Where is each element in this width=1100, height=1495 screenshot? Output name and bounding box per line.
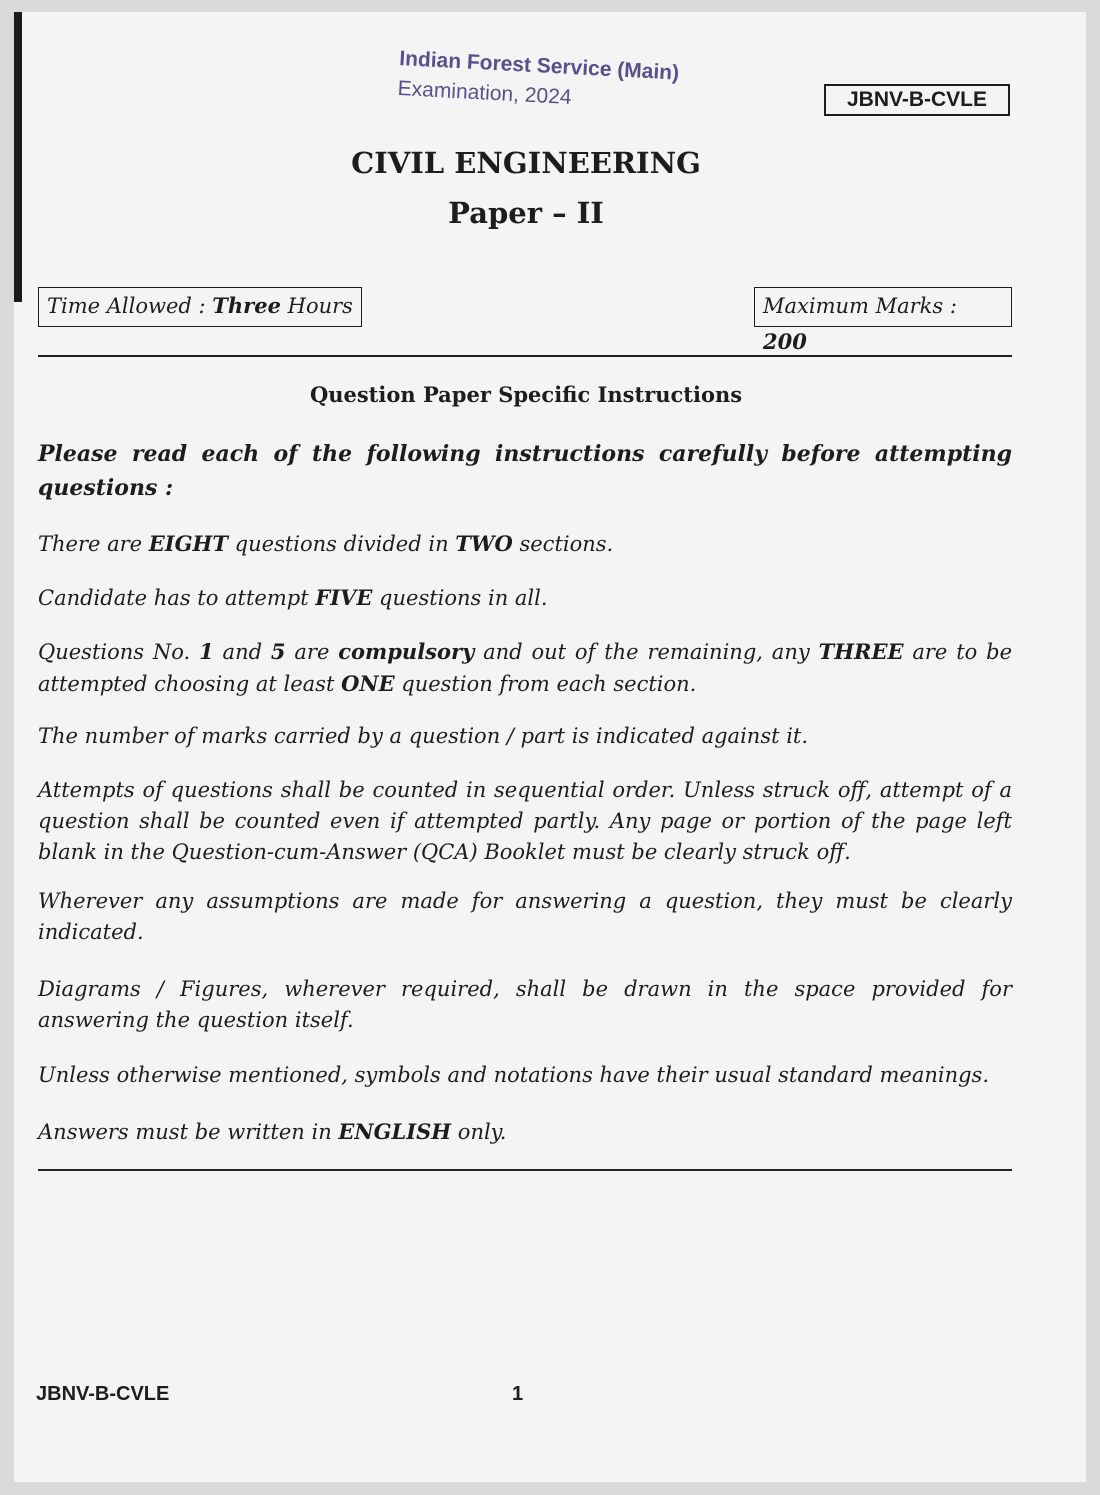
instructions-lead: Please read each of the following instructions carefully before attempting questions : <box>38 441 1012 501</box>
divider-top <box>38 355 1012 357</box>
time-unit: Hours <box>280 294 353 318</box>
instructions-heading: Question Paper Specific Instructions <box>309 382 743 407</box>
instruction-sequential-order: Attempts of questions shall be counted in sequential order. Unless struck off, attempt of a question shall be counted even if attempted partly. Any page or portion of the page left blank in the Question-cum-Answer (QCA) Booklet must be clearly struck off. <box>38 778 1012 864</box>
instruction-assumptions: Wherever any assumptions are made for answering a question, they must be clearly indicated. <box>38 889 1012 944</box>
instruction-marks: The number of marks carried by a question / part is indicated against it. <box>38 724 809 748</box>
instruction-eight-questions: There are EIGHT questions divided in TWO sections. <box>38 531 614 556</box>
time-label: Time Allowed : <box>47 294 213 318</box>
maximum-marks-box <box>754 287 1012 354</box>
subject-title: CIVIL ENGINEERING <box>351 146 701 180</box>
instruction-diagrams: Diagrams / Figures, wherever required, shall be drawn in the space provided for answering the question itself. <box>38 977 1012 1032</box>
footer-paper-code: JBNV-B-CVLE <box>36 1383 170 1405</box>
time-value: Three <box>212 293 281 318</box>
paper-code-box: JBNV-B-CVLE <box>824 84 1010 116</box>
divider-bottom <box>38 1169 1012 1171</box>
paper-title: Paper – II <box>448 196 604 230</box>
time-allowed-box <box>38 287 362 327</box>
stamp-line-1: Indian Forest Service (Main) <box>398 46 680 85</box>
instruction-attempt-five: Candidate has to attempt FIVE questions in all. <box>38 585 548 610</box>
marks-value: 200 <box>763 329 807 354</box>
stamp-line-2: Examination, 2024 <box>397 77 573 110</box>
instruction-compulsory: Questions No. 1 and 5 are compulsory and out of the remaining, any THREE are to be attempted choosing at least ONE question from each section. <box>38 639 1012 696</box>
page-number: 1 <box>512 1383 524 1405</box>
marks-label: Maximum Marks : <box>763 294 957 318</box>
instruction-symbols: Unless otherwise mentioned, symbols and notations have their usual standard meanings. <box>38 1063 989 1087</box>
instruction-language: Answers must be written in ENGLISH only. <box>38 1119 507 1144</box>
